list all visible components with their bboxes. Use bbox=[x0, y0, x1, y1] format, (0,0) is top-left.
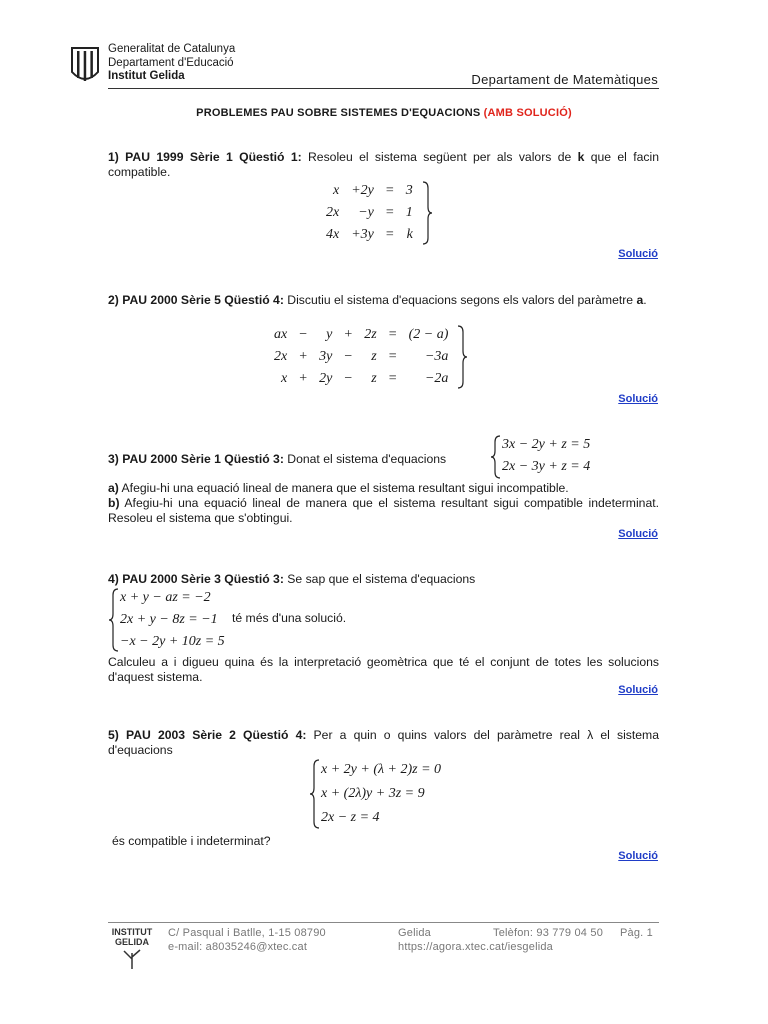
equation: x + y − az = −2 bbox=[120, 590, 211, 605]
problem-2-text-b: . bbox=[643, 293, 647, 307]
eq-sign: − bbox=[299, 327, 308, 342]
eq-term: +3y bbox=[351, 227, 374, 242]
eq-sign: = bbox=[385, 205, 394, 220]
eq-term: x bbox=[281, 371, 288, 386]
equation: −x − 2y + 10z = 5 bbox=[120, 634, 225, 649]
problem-4-system bbox=[108, 587, 225, 653]
org-line-1: Generalitat de Catalunya bbox=[108, 43, 236, 55]
department-name: Departament de Matemàtiques bbox=[471, 72, 658, 87]
organization-block bbox=[108, 43, 235, 84]
eq-term: (2 − a) bbox=[408, 327, 449, 342]
eq-sign: = bbox=[388, 327, 397, 342]
problem-1-text-b: que el facin compatible. bbox=[108, 150, 659, 179]
problem-3-statement bbox=[108, 452, 488, 467]
problem-1-param: k bbox=[577, 150, 585, 164]
equation: 2x + y − 8z = −1 bbox=[120, 612, 218, 627]
problem-1-heading: 1) PAU 1999 Sèrie 1 Qüestió 1: bbox=[108, 150, 302, 164]
eq-term: 2z bbox=[364, 327, 377, 342]
footer-phone: Telèfon: 93 779 04 50 bbox=[493, 927, 604, 939]
footer-email: e-mail: a8035246@xtec.cat bbox=[168, 941, 308, 953]
problem-5-statement bbox=[108, 728, 659, 758]
problem-3-part-a bbox=[108, 481, 659, 496]
eq-term: 2y bbox=[319, 371, 333, 386]
eq-term: −y bbox=[358, 205, 374, 220]
problem-1-system bbox=[320, 180, 433, 246]
solution-link-3[interactable]: Solució bbox=[618, 528, 658, 540]
logo-line-1: INSTITUT bbox=[111, 927, 153, 937]
problem-5-text-b: és compatible i indeterminat? bbox=[112, 834, 271, 848]
equation: 2x − z = 4 bbox=[321, 810, 380, 825]
part-a-text: Afegiu-hi una equació lineal de manera que el sistema resultant sigui incompatible. bbox=[118, 481, 569, 495]
problem-1-text-a: Resoleu el sistema següent per als valors de bbox=[301, 150, 578, 164]
equation: 2x − 3y + z = 4 bbox=[502, 459, 591, 474]
right-brace bbox=[456, 324, 468, 390]
eq-sign: = bbox=[385, 183, 394, 198]
document-title bbox=[0, 107, 768, 119]
problem-4-text-a: Se sap que el sistema d'equacions bbox=[283, 572, 476, 586]
footer-divider bbox=[108, 922, 659, 923]
eq-sign: = bbox=[388, 371, 397, 386]
equation: x + 2y + (λ + 2)z = 0 bbox=[321, 762, 442, 777]
equation: x + (2λ)y + 3z = 9 bbox=[321, 786, 425, 801]
eq-term: 1 bbox=[405, 205, 413, 220]
header-divider bbox=[108, 88, 659, 89]
problem-1-statement bbox=[108, 150, 659, 180]
org-line-3: Institut Gelida bbox=[108, 70, 185, 82]
problem-5-heading: 5) PAU 2003 Sèrie 2 Qüestió 4: bbox=[108, 728, 307, 742]
equation: 3x − 2y + z = 5 bbox=[502, 437, 591, 452]
problem-5-system bbox=[309, 758, 441, 830]
eq-sign: = bbox=[385, 227, 394, 242]
problem-4-side-text: té més d'una solució. bbox=[232, 611, 347, 625]
problem-2-text-a: Discutiu el sistema d'equacions segons els valors del paràmetre bbox=[283, 293, 637, 307]
eq-sign: = bbox=[388, 349, 397, 364]
eq-term: 2x bbox=[274, 349, 288, 364]
eq-term: 3 bbox=[405, 183, 413, 198]
solution-link-1[interactable]: Solució bbox=[618, 248, 658, 260]
title-main: PROBLEMES PAU SOBRE SISTEMES D'EQUACIONS bbox=[196, 107, 481, 119]
part-b-text: Afegiu-hi una equació lineal de manera que el sistema resultant sigui compatible indeterminat. Resoleu el sistema que s'obtingui. bbox=[108, 496, 659, 525]
eq-sign: + bbox=[344, 327, 353, 342]
problem-3-heading: 3) PAU 2000 Sèrie 1 Qüestió 3: bbox=[108, 452, 284, 466]
footer-address: C/ Pasqual i Batlle, 1-15 08790 bbox=[168, 927, 326, 939]
eq-term: z bbox=[371, 371, 377, 386]
solution-link-4[interactable]: Solució bbox=[618, 684, 658, 696]
problem-2-statement bbox=[108, 293, 659, 308]
part-b-label: b) bbox=[108, 496, 120, 510]
problem-2-param: a bbox=[636, 293, 644, 307]
problem-4-statement bbox=[108, 572, 659, 587]
footer-url[interactable]: https://agora.xtec.cat/iesgelida bbox=[398, 941, 553, 953]
left-brace bbox=[309, 758, 321, 830]
org-line-2: Departament d'Educació bbox=[108, 56, 234, 69]
eq-term: −2a bbox=[424, 371, 449, 386]
left-brace bbox=[490, 434, 502, 480]
generalitat-logo bbox=[70, 46, 100, 86]
right-brace bbox=[421, 180, 433, 246]
solution-link-5[interactable]: Solució bbox=[618, 850, 658, 862]
problem-5-text-a: Per a quin o quins valors del paràmetre real λ el sistema d'equacions bbox=[108, 728, 659, 757]
problem-3-part-b bbox=[108, 496, 659, 526]
eq-sign: + bbox=[299, 349, 308, 364]
eq-term: 4x bbox=[326, 227, 340, 242]
problem-2-heading: 2) PAU 2000 Sèrie 5 Qüestió 4: bbox=[108, 293, 284, 307]
footer-city: Gelida bbox=[398, 927, 431, 939]
eq-term: y bbox=[326, 327, 333, 342]
solution-link-2[interactable]: Solució bbox=[618, 393, 658, 405]
problem-3-system bbox=[490, 434, 590, 480]
left-brace bbox=[108, 587, 120, 653]
eq-term: ax bbox=[274, 327, 288, 342]
problem-2-system bbox=[268, 324, 468, 390]
part-a-label: a) bbox=[108, 481, 119, 495]
logo-line-2: GELIDA bbox=[114, 937, 149, 947]
eq-term: x bbox=[333, 183, 340, 198]
eq-sign: + bbox=[299, 371, 308, 386]
tree-icon bbox=[117, 947, 147, 969]
eq-sign: − bbox=[344, 371, 353, 386]
eq-term: z bbox=[371, 349, 377, 364]
footer-page: Pàg. 1 bbox=[620, 927, 654, 939]
eq-term: +2y bbox=[351, 183, 374, 198]
title-tag: (AMB SOLUCIÓ) bbox=[483, 107, 572, 119]
institut-logo bbox=[108, 927, 156, 971]
problem-3-text-a: Donat el sistema d'equacions bbox=[283, 452, 447, 466]
problem-4-heading: 4) PAU 2000 Sèrie 3 Qüestió 3: bbox=[108, 572, 284, 586]
eq-sign: − bbox=[344, 349, 353, 364]
eq-term: −3a bbox=[424, 349, 449, 364]
eq-term: k bbox=[406, 227, 413, 242]
eq-term: 3y bbox=[319, 349, 333, 364]
problem-4-text-b: Calculeu a i digueu quina és la interpretació geomètrica que té el conjunt de totes les solucions d'aquest sistema. bbox=[108, 655, 659, 684]
eq-term: 2x bbox=[326, 205, 340, 220]
